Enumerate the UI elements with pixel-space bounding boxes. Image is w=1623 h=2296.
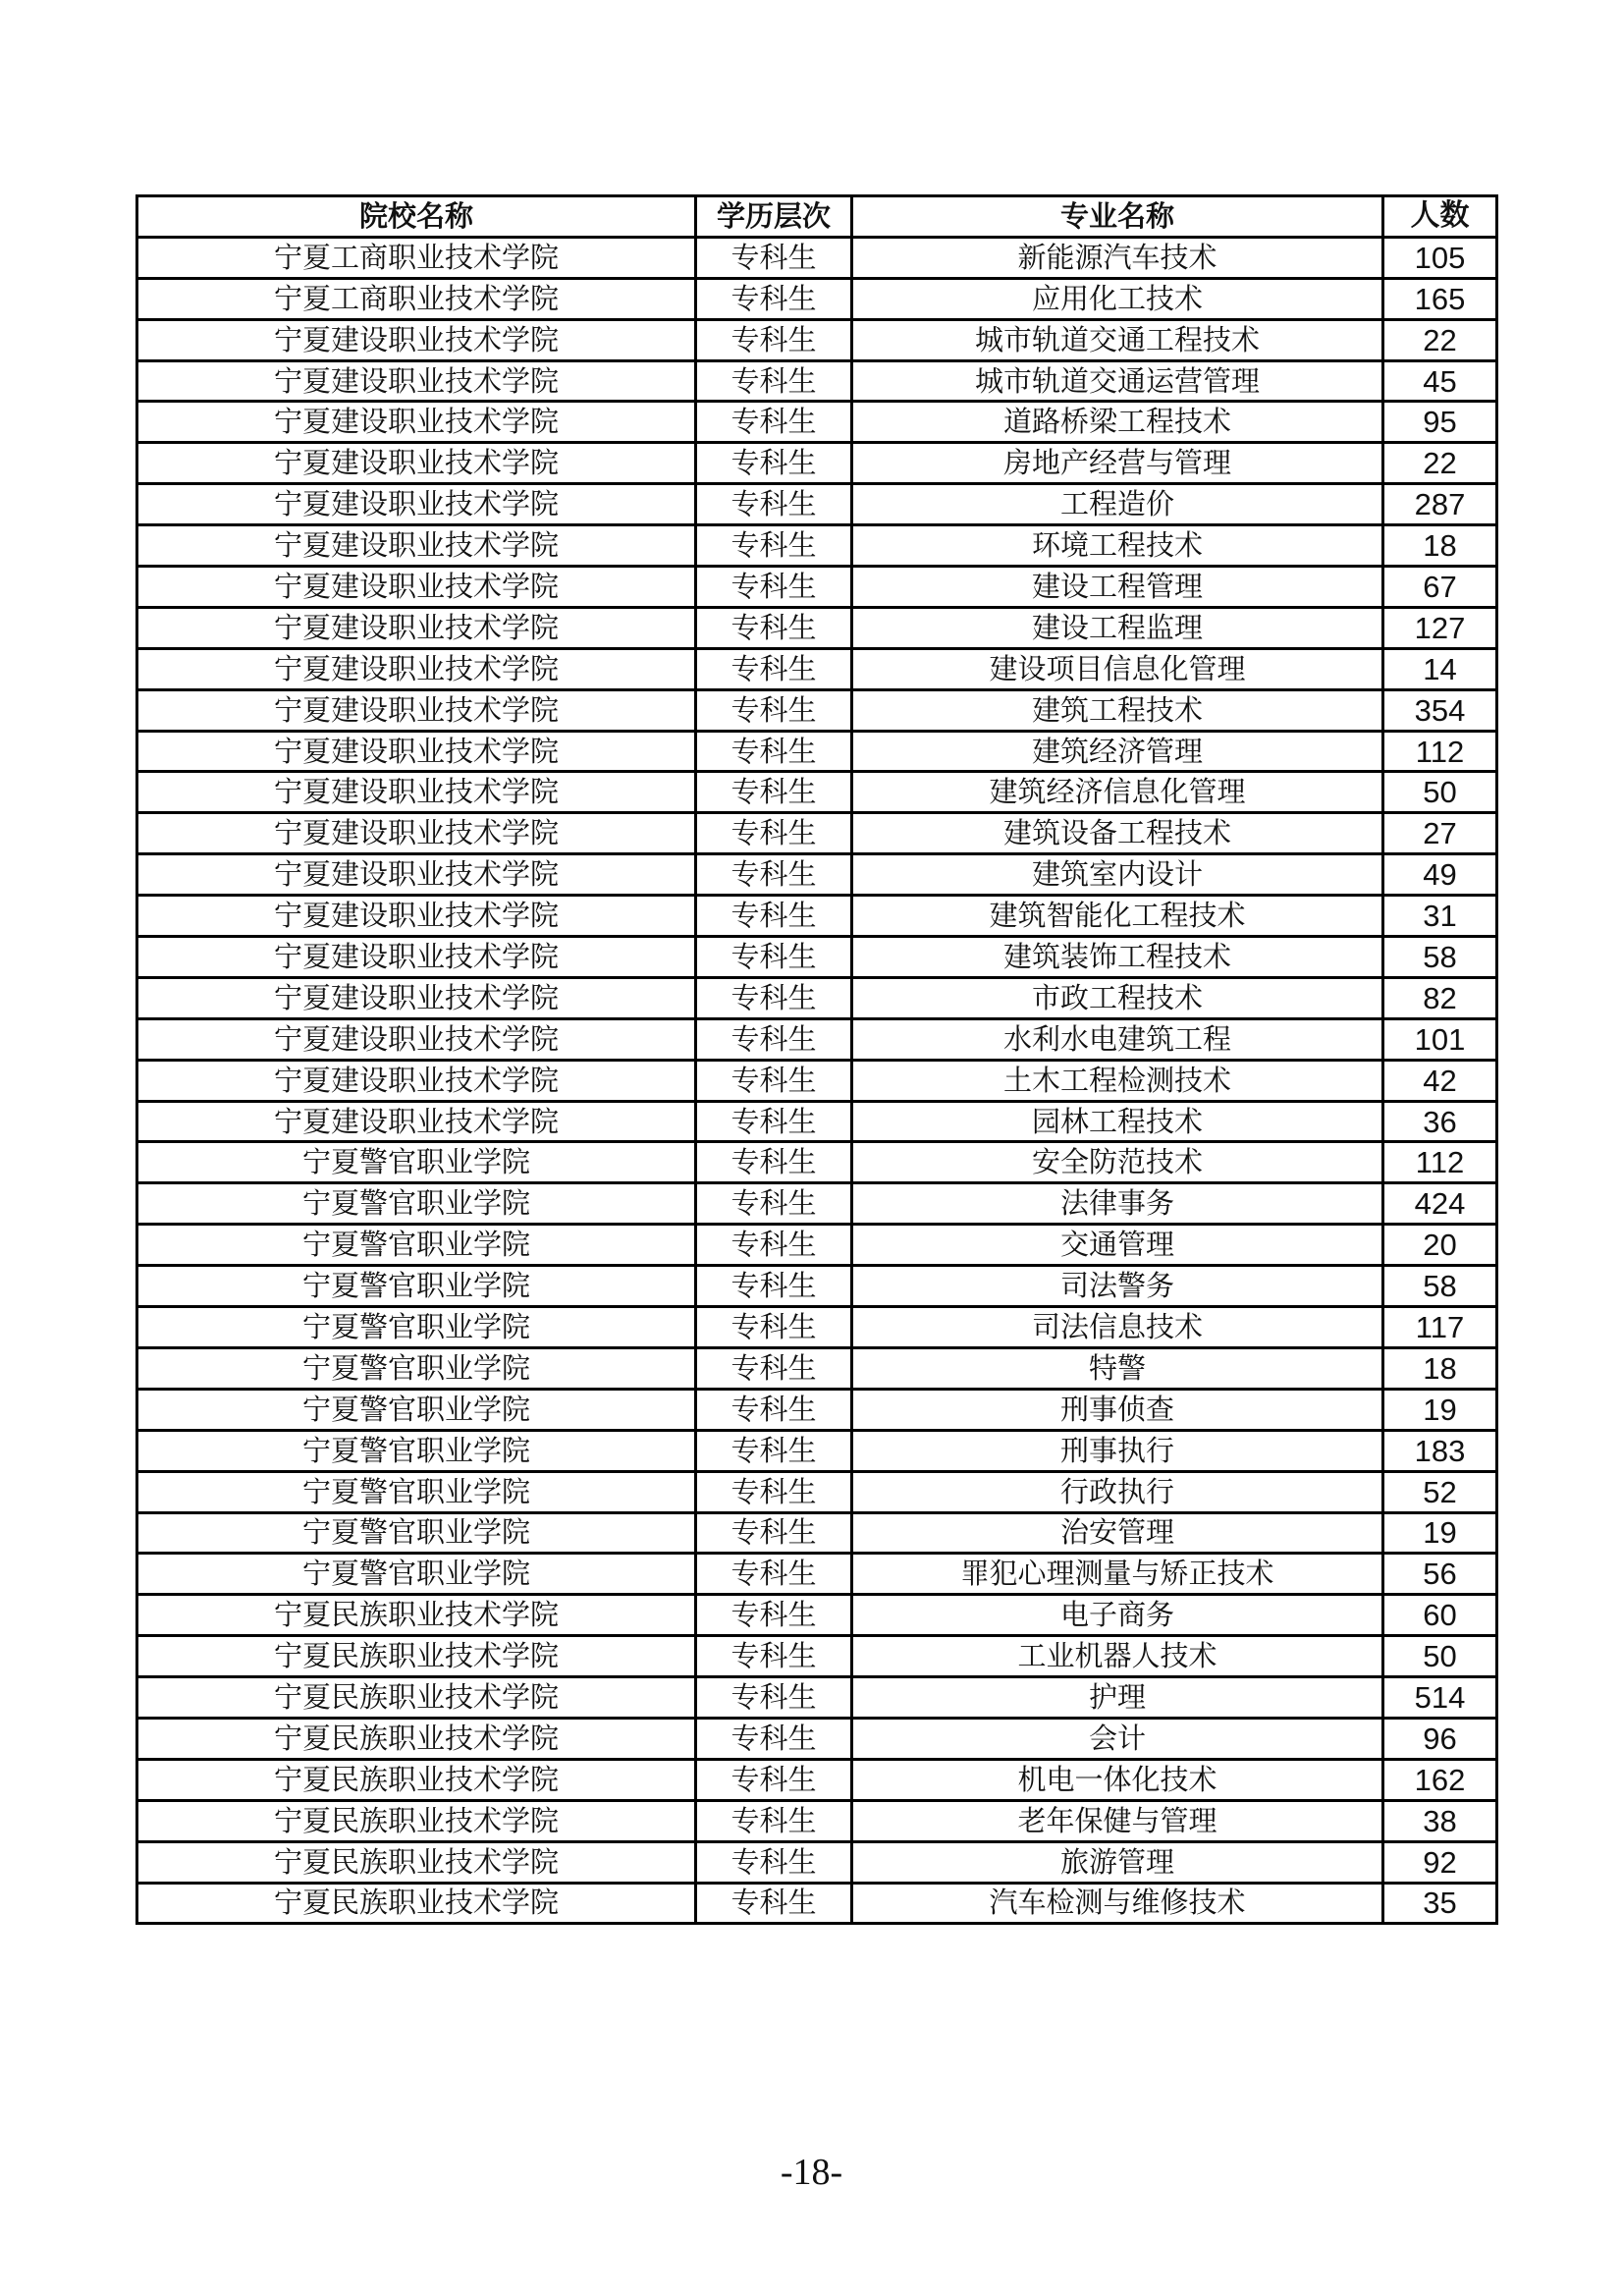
- cell-major: 建设工程管理: [852, 567, 1383, 608]
- cell-count: 50: [1383, 1636, 1497, 1677]
- cell-count: 165: [1383, 278, 1497, 319]
- table-row: [137, 1266, 1497, 1307]
- cell-school: 宁夏建设职业技术学院: [137, 1101, 696, 1142]
- cell-level: 专科生: [696, 1101, 852, 1142]
- table-row: [137, 896, 1497, 937]
- cell-school: 宁夏民族职业技术学院: [137, 1718, 696, 1759]
- table-row: [137, 1142, 1497, 1183]
- table-row: [137, 1430, 1497, 1471]
- cell-major: 建筑智能化工程技术: [852, 896, 1383, 937]
- cell-major: 刑事执行: [852, 1430, 1383, 1471]
- cell-major: 护理: [852, 1677, 1383, 1719]
- cell-count: 183: [1383, 1430, 1497, 1471]
- cell-level: 专科生: [696, 319, 852, 360]
- cell-school: 宁夏建设职业技术学院: [137, 607, 696, 648]
- cell-school: 宁夏建设职业技术学院: [137, 360, 696, 402]
- table-row: [137, 1883, 1497, 1924]
- cell-major: 建设工程监理: [852, 607, 1383, 648]
- cell-count: 67: [1383, 567, 1497, 608]
- cell-level: 专科生: [696, 1225, 852, 1266]
- cell-school: 宁夏警官职业学院: [137, 1307, 696, 1348]
- cell-major: 司法信息技术: [852, 1307, 1383, 1348]
- enrollment-table: [135, 194, 1498, 1925]
- cell-school: 宁夏工商职业技术学院: [137, 278, 696, 319]
- cell-level: 专科生: [696, 484, 852, 525]
- cell-school: 宁夏民族职业技术学院: [137, 1636, 696, 1677]
- cell-level: 专科生: [696, 1060, 852, 1101]
- table-row: [137, 1841, 1497, 1883]
- cell-school: 宁夏建设职业技术学院: [137, 525, 696, 567]
- cell-level: 专科生: [696, 1266, 852, 1307]
- cell-level: 专科生: [696, 1430, 852, 1471]
- table-row: [137, 525, 1497, 567]
- cell-count: 96: [1383, 1718, 1497, 1759]
- table-row: [137, 1389, 1497, 1430]
- table-row: [137, 1636, 1497, 1677]
- cell-count: 95: [1383, 402, 1497, 443]
- cell-count: 50: [1383, 772, 1497, 813]
- table-row: [137, 1554, 1497, 1595]
- cell-major: 建筑室内设计: [852, 854, 1383, 896]
- table-row: [137, 1183, 1497, 1225]
- table-row: [137, 607, 1497, 648]
- cell-school: 宁夏警官职业学院: [137, 1554, 696, 1595]
- cell-school: 宁夏民族职业技术学院: [137, 1883, 696, 1924]
- cell-school: 宁夏建设职业技术学院: [137, 1060, 696, 1101]
- cell-major: 司法警务: [852, 1266, 1383, 1307]
- cell-level: 专科生: [696, 1677, 852, 1719]
- cell-major: 建设项目信息化管理: [852, 648, 1383, 689]
- cell-major: 工业机器人技术: [852, 1636, 1383, 1677]
- cell-level: 专科生: [696, 977, 852, 1018]
- cell-count: 60: [1383, 1595, 1497, 1636]
- cell-school: 宁夏民族职业技术学院: [137, 1677, 696, 1719]
- cell-school: 宁夏建设职业技术学院: [137, 689, 696, 731]
- cell-count: 42: [1383, 1060, 1497, 1101]
- cell-major: 旅游管理: [852, 1841, 1383, 1883]
- header-major: 专业名称: [852, 196, 1383, 238]
- cell-major: 会计: [852, 1718, 1383, 1759]
- cell-school: 宁夏警官职业学院: [137, 1183, 696, 1225]
- cell-school: 宁夏建设职业技术学院: [137, 402, 696, 443]
- cell-level: 专科生: [696, 854, 852, 896]
- table-row: [137, 484, 1497, 525]
- cell-school: 宁夏建设职业技术学院: [137, 1018, 696, 1060]
- cell-school: 宁夏建设职业技术学院: [137, 977, 696, 1018]
- cell-major: 罪犯心理测量与矫正技术: [852, 1554, 1383, 1595]
- cell-school: 宁夏民族职业技术学院: [137, 1759, 696, 1800]
- cell-count: 18: [1383, 525, 1497, 567]
- cell-school: 宁夏民族职业技术学院: [137, 1595, 696, 1636]
- cell-major: 建筑经济管理: [852, 731, 1383, 772]
- cell-school: 宁夏民族职业技术学院: [137, 1800, 696, 1841]
- cell-level: 专科生: [696, 1841, 852, 1883]
- page-number: -18-: [780, 2152, 843, 2193]
- cell-count: 117: [1383, 1307, 1497, 1348]
- table-row: [137, 237, 1497, 278]
- cell-level: 专科生: [696, 1183, 852, 1225]
- cell-school: 宁夏民族职业技术学院: [137, 1841, 696, 1883]
- cell-count: 14: [1383, 648, 1497, 689]
- header-count: 人数: [1383, 196, 1497, 238]
- table-row: [137, 854, 1497, 896]
- cell-level: 专科生: [696, 525, 852, 567]
- cell-level: 专科生: [696, 402, 852, 443]
- cell-school: 宁夏警官职业学院: [137, 1225, 696, 1266]
- table-row: [137, 1307, 1497, 1348]
- cell-major: 建筑经济信息化管理: [852, 772, 1383, 813]
- cell-level: 专科生: [696, 567, 852, 608]
- table-row: [137, 1595, 1497, 1636]
- table-row: [137, 1018, 1497, 1060]
- cell-level: 专科生: [696, 1800, 852, 1841]
- header-school: 院校名称: [137, 196, 696, 238]
- cell-count: 92: [1383, 1841, 1497, 1883]
- cell-school: 宁夏建设职业技术学院: [137, 772, 696, 813]
- table-row: [137, 813, 1497, 854]
- cell-major: 治安管理: [852, 1512, 1383, 1554]
- table-row: [137, 1677, 1497, 1719]
- cell-level: 专科生: [696, 689, 852, 731]
- cell-count: 22: [1383, 319, 1497, 360]
- table-row: [137, 1347, 1497, 1389]
- cell-level: 专科生: [696, 1554, 852, 1595]
- cell-level: 专科生: [696, 360, 852, 402]
- cell-count: 82: [1383, 977, 1497, 1018]
- table-row: [137, 1471, 1497, 1512]
- table-row: [137, 1759, 1497, 1800]
- cell-major: 法律事务: [852, 1183, 1383, 1225]
- cell-count: 424: [1383, 1183, 1497, 1225]
- cell-school: 宁夏建设职业技术学院: [137, 813, 696, 854]
- cell-school: 宁夏警官职业学院: [137, 1347, 696, 1389]
- cell-level: 专科生: [696, 1018, 852, 1060]
- cell-level: 专科生: [696, 443, 852, 484]
- cell-school: 宁夏警官职业学院: [137, 1430, 696, 1471]
- cell-major: 市政工程技术: [852, 977, 1383, 1018]
- cell-major: 环境工程技术: [852, 525, 1383, 567]
- cell-major: 特警: [852, 1347, 1383, 1389]
- table-row: [137, 1512, 1497, 1554]
- cell-school: 宁夏建设职业技术学院: [137, 854, 696, 896]
- table-row: [137, 937, 1497, 978]
- cell-school: 宁夏警官职业学院: [137, 1471, 696, 1512]
- cell-school: 宁夏警官职业学院: [137, 1266, 696, 1307]
- table-row: [137, 360, 1497, 402]
- cell-count: 58: [1383, 937, 1497, 978]
- table-row: [137, 1718, 1497, 1759]
- table-row: [137, 977, 1497, 1018]
- cell-level: 专科生: [696, 813, 852, 854]
- cell-major: 老年保健与管理: [852, 1800, 1383, 1841]
- cell-school: 宁夏建设职业技术学院: [137, 443, 696, 484]
- table-row: [137, 402, 1497, 443]
- cell-major: 汽车检测与维修技术: [852, 1883, 1383, 1924]
- cell-level: 专科生: [696, 1307, 852, 1348]
- cell-level: 专科生: [696, 731, 852, 772]
- cell-school: 宁夏建设职业技术学院: [137, 567, 696, 608]
- cell-major: 城市轨道交通工程技术: [852, 319, 1383, 360]
- cell-school: 宁夏警官职业学院: [137, 1142, 696, 1183]
- cell-count: 22: [1383, 443, 1497, 484]
- table-row: [137, 443, 1497, 484]
- cell-count: 162: [1383, 1759, 1497, 1800]
- cell-level: 专科生: [696, 772, 852, 813]
- cell-level: 专科生: [696, 896, 852, 937]
- table-header-row: [137, 196, 1497, 238]
- cell-major: 建筑装饰工程技术: [852, 937, 1383, 978]
- cell-major: 行政执行: [852, 1471, 1383, 1512]
- cell-school: 宁夏建设职业技术学院: [137, 731, 696, 772]
- cell-count: 354: [1383, 689, 1497, 731]
- cell-count: 36: [1383, 1101, 1497, 1142]
- table-row: [137, 648, 1497, 689]
- cell-school: 宁夏建设职业技术学院: [137, 896, 696, 937]
- cell-major: 机电一体化技术: [852, 1759, 1383, 1800]
- cell-major: 刑事侦查: [852, 1389, 1383, 1430]
- cell-school: 宁夏建设职业技术学院: [137, 648, 696, 689]
- cell-level: 专科生: [696, 1512, 852, 1554]
- cell-count: 49: [1383, 854, 1497, 896]
- cell-major: 建筑工程技术: [852, 689, 1383, 731]
- cell-count: 101: [1383, 1018, 1497, 1060]
- table-row: [137, 278, 1497, 319]
- cell-major: 建筑设备工程技术: [852, 813, 1383, 854]
- cell-level: 专科生: [696, 607, 852, 648]
- cell-count: 127: [1383, 607, 1497, 648]
- cell-major: 新能源汽车技术: [852, 237, 1383, 278]
- cell-count: 19: [1383, 1389, 1497, 1430]
- cell-count: 20: [1383, 1225, 1497, 1266]
- cell-count: 56: [1383, 1554, 1497, 1595]
- cell-count: 514: [1383, 1677, 1497, 1719]
- cell-school: 宁夏建设职业技术学院: [137, 319, 696, 360]
- cell-level: 专科生: [696, 278, 852, 319]
- cell-level: 专科生: [696, 1718, 852, 1759]
- cell-level: 专科生: [696, 1142, 852, 1183]
- cell-count: 18: [1383, 1347, 1497, 1389]
- cell-school: 宁夏建设职业技术学院: [137, 484, 696, 525]
- cell-major: 交通管理: [852, 1225, 1383, 1266]
- cell-level: 专科生: [696, 1595, 852, 1636]
- cell-level: 专科生: [696, 1347, 852, 1389]
- table-row: [137, 731, 1497, 772]
- cell-level: 专科生: [696, 1636, 852, 1677]
- cell-school: 宁夏警官职业学院: [137, 1389, 696, 1430]
- cell-school: 宁夏建设职业技术学院: [137, 937, 696, 978]
- table-row: [137, 689, 1497, 731]
- cell-level: 专科生: [696, 1471, 852, 1512]
- cell-school: 宁夏工商职业技术学院: [137, 237, 696, 278]
- cell-level: 专科生: [696, 237, 852, 278]
- header-level: 学历层次: [696, 196, 852, 238]
- table-row: [137, 319, 1497, 360]
- cell-count: 58: [1383, 1266, 1497, 1307]
- cell-major: 道路桥梁工程技术: [852, 402, 1383, 443]
- cell-count: 27: [1383, 813, 1497, 854]
- table-row: [137, 567, 1497, 608]
- cell-level: 专科生: [696, 1759, 852, 1800]
- cell-level: 专科生: [696, 1883, 852, 1924]
- cell-count: 31: [1383, 896, 1497, 937]
- cell-major: 工程造价: [852, 484, 1383, 525]
- cell-major: 应用化工技术: [852, 278, 1383, 319]
- table-row: [137, 1800, 1497, 1841]
- cell-count: 38: [1383, 1800, 1497, 1841]
- cell-school: 宁夏警官职业学院: [137, 1512, 696, 1554]
- cell-count: 112: [1383, 731, 1497, 772]
- cell-count: 112: [1383, 1142, 1497, 1183]
- cell-major: 电子商务: [852, 1595, 1383, 1636]
- cell-level: 专科生: [696, 937, 852, 978]
- table-row: [137, 772, 1497, 813]
- table-row: [137, 1225, 1497, 1266]
- cell-count: 52: [1383, 1471, 1497, 1512]
- cell-major: 水利水电建筑工程: [852, 1018, 1383, 1060]
- cell-count: 45: [1383, 360, 1497, 402]
- cell-level: 专科生: [696, 1389, 852, 1430]
- table-row: [137, 1101, 1497, 1142]
- cell-level: 专科生: [696, 648, 852, 689]
- cell-major: 土木工程检测技术: [852, 1060, 1383, 1101]
- cell-count: 287: [1383, 484, 1497, 525]
- cell-count: 19: [1383, 1512, 1497, 1554]
- cell-count: 105: [1383, 237, 1497, 278]
- cell-major: 房地产经营与管理: [852, 443, 1383, 484]
- table-row: [137, 1060, 1497, 1101]
- cell-major: 园林工程技术: [852, 1101, 1383, 1142]
- cell-major: 城市轨道交通运营管理: [852, 360, 1383, 402]
- cell-major: 安全防范技术: [852, 1142, 1383, 1183]
- cell-count: 35: [1383, 1883, 1497, 1924]
